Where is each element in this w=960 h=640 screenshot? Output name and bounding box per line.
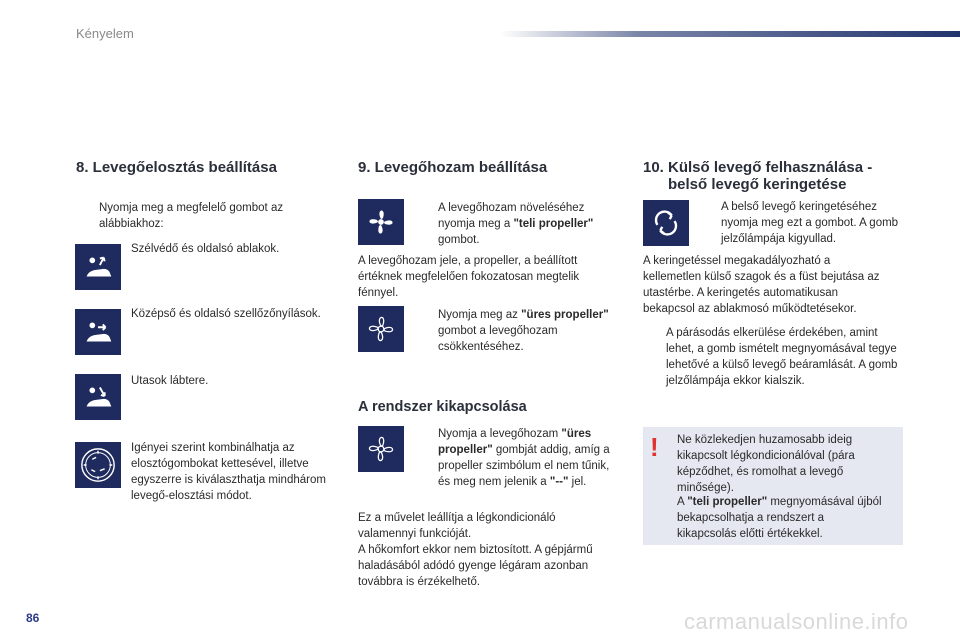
fan-empty-button-icon	[358, 306, 404, 352]
footwell-button-icon	[75, 374, 121, 420]
col2-b1-bold: "teli propeller"	[513, 218, 594, 230]
fan-empty-off-button-icon	[358, 426, 404, 472]
note-text-1: Ne közlekedjen huzamosabb ideig kikapcsolt légkondicionálóval (pára képződhet, és romolhat a levegő minősége).	[677, 434, 855, 494]
note-text-2	[677, 494, 882, 542]
windshield-button-icon	[75, 244, 121, 290]
col2-bullet-3	[438, 426, 623, 490]
col1-item-1: Szélvédő és oldalsó ablakok.	[131, 243, 280, 255]
header-bar	[500, 31, 960, 37]
section-9-heading: 9. Levegőhozam beállítása	[358, 159, 548, 176]
col2-b3-post: jel.	[568, 476, 587, 488]
col3-para-1: A keringetéssel megakadályozható a kellemetlen külső szagok és a füst bejutása az utastérbe. A keringetés automatikusan bekapcsol az ablakmosó működtetésekor.	[643, 255, 880, 315]
col2-b3-bold2: "--"	[549, 476, 569, 488]
note-p2-pre: A	[677, 496, 688, 508]
distribution-dial-icon	[75, 442, 121, 488]
col2-b1-pre: A levegőhozam növeléséhez nyomja meg a	[438, 202, 585, 230]
note-p2-post: megnyomásával újból bekapcsolhatja a rendszert a kikapcsolás előtti értékekkel.	[677, 496, 882, 540]
col2-b3-mid: gombját addig, amíg a propeller szimbólum el nem tűnik, és meg nem jelenik a	[438, 444, 610, 488]
col3-bullet-1: A belső levegő keringetéséhez nyomja meg ezt a gombot. A gomb jelzőlámpája kigyullad.	[721, 201, 899, 245]
col1-item-2: Középső és oldalsó szellőzőnyílások.	[131, 308, 321, 320]
note-p2-bold: "teli propeller"	[687, 496, 768, 508]
col2-b3-pre: Nyomja a levegőhozam	[438, 428, 562, 440]
col3-bullet-2: A párásodás elkerülése érdekében, amint lehet, a gomb ismételt megnyomásával tegye lehetővé a külső levegő beáramlását. A gomb jelzőlámpája ekkor kialszik.	[666, 327, 898, 387]
page-number: 86	[26, 611, 40, 625]
warning-exclamation-icon: !	[650, 432, 659, 462]
col2-bullet-2	[438, 307, 618, 355]
col2-b1-post: gombot.	[438, 234, 480, 246]
recirculation-button-icon	[643, 200, 689, 246]
col2-b2-bold: "üres propeller"	[521, 309, 609, 321]
col1-item-3: Utasok lábtere.	[131, 375, 209, 387]
col2-para-3: A hőkomfort ekkor nem biztosított. A gépjármű haladásából adódó gyenge légáram azonban továbbra is érzékelhető.	[358, 544, 593, 588]
section-8-heading: 8. Levegőelosztás beállítása	[76, 159, 277, 176]
center-vents-button-icon	[75, 309, 121, 355]
section-10-heading-line1: 10. Külső levegő felhasználása -	[643, 159, 873, 176]
col2-b2-pre: Nyomja meg az	[438, 309, 522, 321]
header-title: Kényelem	[76, 26, 134, 41]
col1-intro: Nyomja meg a megfelelő gombot az alábbiakhoz:	[99, 202, 284, 230]
col1-item-4: Igényei szerint kombinálhatja az elosztógombokat kettesével, illetve egyszerre is kiválaszthatja mindhárom levegő-elosztási módot.	[131, 442, 326, 502]
watermark: carmanualsonline.info	[684, 609, 909, 634]
col2-bullet-1	[438, 200, 613, 248]
col2-para-2: Ez a művelet leállítja a légkondicionáló valamennyi funkcióját.	[358, 512, 556, 540]
section-10-heading-line2: belső levegő keringetése	[668, 176, 847, 193]
fan-full-button-icon	[358, 199, 404, 245]
system-off-heading: A rendszer kikapcsolása	[358, 399, 527, 415]
col2-b2-post: gombot a levegőhozam csökkentéséhez.	[438, 325, 558, 353]
col2-para-1: A levegőhozam jele, a propeller, a beállított értéknek megfelelően fokozatosan megtelik fénnyel.	[358, 255, 580, 299]
col2-b3-bold: "üres propeller"	[438, 428, 592, 456]
